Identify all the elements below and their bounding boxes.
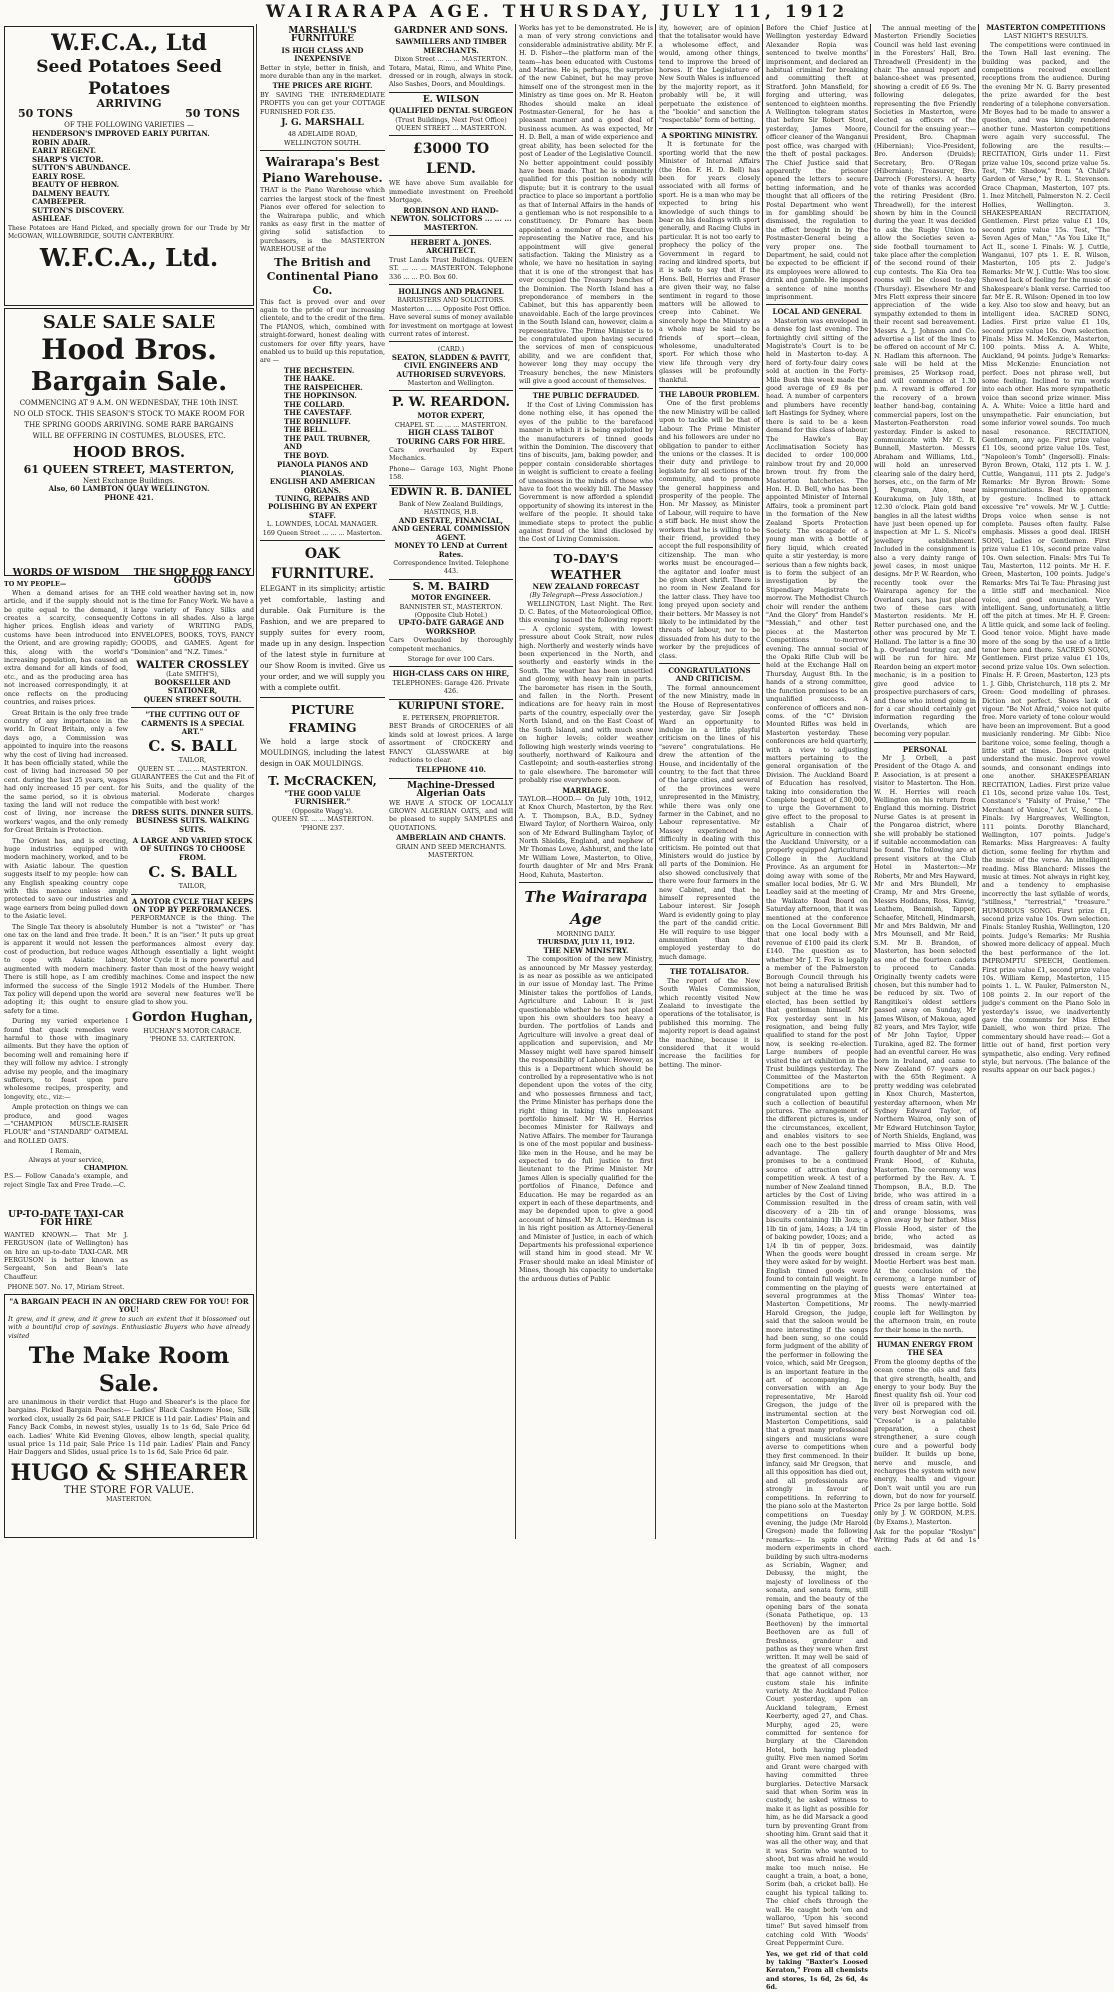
comp-text: The competitions were continued in the Town Hall last evening. The building was packed, and the competitions received excellent receptions from the audience. During the evening Mr N. G. Barry presented the prize awarded for the best rendering of a telephone conversation. Mr Boyes had to be made to answer a question, and was kindly rendered another tune. Masterton competitions were again very successful. The following are the results:— RECITATION, Girls under 11. First prize value 10s, second prize value 5s. Test, "Mr. Shadow," from "A Child's Garden of Verse," by R. L. Stevenson. Grace Chapman, Masterton, 107 pts. 1. Inez Mitchell, Palmerston N. 2. Cecil Hollies, Wellington. 3. SHAKESPEARIAN RECITATION, Gentlemen. First prize value £1 10s, second prize value 15s. Test, "The Seven Ages of Man," "As You Like It," Act II., scene I. Finals: W. J. Cuttle, Wanganui, 107 pts 1. E. R. Wilson, Masterton, 105 pts 2. Judge's Remarks: Mr W. J. Cuttle: Was too slow. Showed lack of feeling for the music of Shakespeare's blank verse. Carried too far. Mr E. R. Wilson: Opened in too low a key. Also too slow and heavy, but an intelligent idea. SACRED SONG, Ladies. First prize value £1 10s, second prize value 10s. Own selection. Finals: Miss M. McKenzie, Masterton, 100 points. Miss A. A. White, Auckland, 94 points. Judge's Remarks: Miss McKenzie: Enunciation not perfect. Does not phrase well, but some feeling. Inclined to run words into each other. Has more sympathetic voice than second prize winner. Miss A. A. White: Voice a little hard and unsympathetic. Fair enunciation, but some inferior vowel sounds. Too much nasal resonance. RECITATION, Gentlemen, any age. First prize value £1 10s, second prize value 10s. Test, "Napoleon's Tomb" (Ingersoll). Finals: Byron Brown, Otaki, 112 pts 1. W. J. Cuttle, Wanganui, 111 pts 2. Judge's Remarks: Mr Byron Brown: Some mispronunciations. Beat his opponent by gesture. Inclined to attack excessive "re" vowels. Mr W. J. Cuttle: Drops voice when sense is not complete. Pauses often faulty. False emphasis. Misses a good deal. IRISH SONG, Ladies or Gentlemen. First prize value £1 10s, second prize value 10s. Own selection. Finals: Mrs Tui Te Tau, Masterton, 112 points. Mr H. F. Green, Masterton, 100 points. Judge's Remarks: Mrs Tai Te Tau: Phrasing just a little stiff and mechanical. Nice voice, and good enunciation. Very intelligent. Sang, unfortunately, a little off the pitch at times. Mr H. F. Green: A little quick, and some lack of feeling. Good tenor voice. Might have made more of the song by the use of a little tenor here and there. SACRED SONG, Gentlemen. First prize value £1 10s, second prize value 10s. Own selection. Finals: H. F. Green, Masterton, 123 pts 1. J. Gibb, Christchurch, 118 pts 2. Mr Green: Good modelling of phrases. Diction not perfect. Shows lack of vigour. "Be Not Afraid," voice not quite free. More variety of tone colour would have been an improvement. But a good musicianly rendering. Mr Gibb: Nice baritone voice, some feeling, though a little stiff at times. Does not quite understand the music. Improve vowel sounds, and consonant endings into one another. SHAKESPEARIAN RECITATION, Ladies. First prize value £1 10s, second prize value 10s. Test, Constance's "Falsity of Praise," "The Merchant of Venice," Act V., Scene I. Finals: Ivy Hargreaves, Wellington, 111 points. Dorothy Blanchard, Wellington, 107 points. Judge's Remarks: Miss Hargreaves: A faulty diction, some feeling for rhythm and the music of the verse. An intelligent reading. Miss Blanchard: Misses the music at times. Not always in right key, and a tendency to emphasise incorrectly the last syllable of words, "stillness," "terrestrial," "treasure." HUMOROUS SONG. First prize £1, second prize value 10s. Own selection. Finals: Stanley Rushia, Wellington, 120 points. Judge's Remarks: Mr Rushia showed more delicacy of appeal. Much the best performance of the lot. IMPROMPTU SPEECH, Gentlemen. First prize value £1, second prize value 10s. William Kemp, Masterton, 115 points 1. L. W. Pauler, Palmerston N., 108 points 2. In our report of the judge's comment on the Piano Solo in yesterday's issue, we inadvertently gave the comments for Miss Ethel Daniell, who won third prize. The commentary should have read:— Got a little out of hand, first portion very sympathetic, also ending. Very refined style, but nervous. (The balance of the results appear on our back pages.) (982, 40, 1110, 1075)
lodge-text: The annual meeting of the Masterton Friendly Societies Council was held last evening in the Foresters' Hall, Bro. Threadwell (President) in the chair. The annual report and balance-sheet was presented, showing a credit of £6 9s. The following delegates, representing the five Friendly Societies in Masterton, were elected as officers of the Council for the ensuing year:—President, Bro. Chapman (Hibernian); Vice-President, Bro. Anderson (Druids); Secretary, Bro. O'Regan (Hibernian); Treasurer, Bro. Darroch (Foresters). A hearty vote of thanks was accorded the retiring President (Bro. Threadwell), for the interest shown by him in the Council during the year. It was decided to ask the Rugby Union to allow the Societies seven a-side football tournament to take place after the completion of the second round of their cup contests. The Kia Ora tea rooms will be closed to-day (Thursday). Elsewhere Mr and Mrs Flett express their sincere appreciation of the wide sympathy extended to them in their recent sad bereavement. Messrs A. J. Johnson and Co. advertise a list of the lines to be offered on account of Mr C. N. Hadlam this afternoon. The sale will be held at the premises, 25 Worksop road, and will commence at 1.30 p.m. A reward is offered for the recovery of a brown leather hand-bag, containing commercial papers, lost on the Masterton-Featherston road yesterday. Finder is asked to communicate with Mr C. R. Bunnell, Masterton. Messrs Abraham and Williams, Ltd., will hold an unreserved clearing sale of the dairy herd, horses, etc., on the farm of Mr J. Pengram, Ateo, near Kourakuma, on July 18th, at 12.30 o'clock. Plain gold band bangles in all the latest widths have just been opened up for inspection at Mr L. S. Nicol's jewellery establishment. Included in the consignment is also a very dainty range of jewel cases, in most unique designs. Mr P. W. Reardon, who recently took over the Wairarapa agency for the Overland cars, has just placed two of these cars with Masterton residents. Mr H. Retter purchased one, and the other was procured by Mr T. Holland. The latter is a fine 30 h.p. Overland touring car, and will be run for hire. Mr Reardon being an expert motor mechanic, is in a position to give good advice to prospective purchasers of cars, and those who intend going in for a car should certainly get information regarding the Overlands, which are becoming very popular. (874, 24, 976, 739)
list-item: EARLY REGENT. (32, 146, 97, 156)
ministry-head: THE NEW MINISTRY. (543, 945, 629, 955)
telegraph: (By Telegraph—Press Association.) (529, 591, 643, 600)
mccracken: T. McCRACKEN, (268, 773, 377, 788)
varieties-note: These Potatoes are Hand Picked, and specially grown for our Trade by Mr McGOWAN, WILLOWBRIDGE, SOUTH CANTERBURY. (8, 224, 250, 241)
congrat-text: The formal announcement of the new Ministry, made in the House of Representatives yesterday, gave Sir Joseph Ward an opportunity to indulge in a little playful criticism on the lines of his "severe" congratulations. He drew the attention of the House, and incidentally of the country, to the fact that three of the large cities, and several of the provinces were unrepresented in the Ministry, while there was only one farmer in the Cabinet, and no Labour representative. Mr Massey experienced no difficulty in dealing with this criticism. He pointed out that Ministers would do justice by all parts of the Dominion. He also showed conclusively that there were four farmers in the new Cabinet, and that he himself represented the Labour interest. Sir Joseph Ward is evidently going to play the part of the candid critic. He will require to use bigger ammunition than that employed yesterday to do much damage. (659, 683, 760, 961)
wellington-south: WELLINGTON SOUTH. (284, 138, 361, 147)
robinson: ROBINSON AND HAND-NEWTON. SOLICITORS ... ... ... MASTERTON. (390, 205, 512, 232)
also-lambton: Also, 60 LAMBTON QUAY WELLINGTON. (48, 484, 210, 494)
late-smiths: (Late SMITH'S), (166, 670, 219, 679)
wisdom-signature: CHAMPION. (83, 1164, 128, 1173)
col6-top-text: ity, however, are of opinion that the totalisator would have a wholesome effect, and would, among other things, tend to improve the breed of horses. If the Legislature of New South Wales is influenced by the majority report, as it probably will be, it will perpetuate the existence of the "bookie" and sanction the "respectable" form of betting. (659, 24, 760, 125)
british-title: The British and Continental Piano Co. (266, 255, 379, 297)
sale-line: SALE SALE SALE (42, 312, 216, 333)
column-rule (256, 24, 257, 1539)
wisdom-para: The Single Tax theory is absolutely one tax on the land and free trade. It is apparent it would not lessen the cost of production, but reduce wages to cope with Asiatic labour, augmented with modern machinery. There is still hope, as I am credibly informed the success of the Single Tax policy will depend upon the world adopting it; this ought to ensure safety for a time. (4, 922, 128, 1015)
taxi-ad (4, 1208, 128, 1292)
lowndes: L. LOWNDES, LOCAL MANAGER. (266, 520, 379, 529)
column-5 (519, 24, 653, 1539)
list-item: BEAUTY OF HEBRON. (32, 180, 120, 190)
mccracken-phone: QUEEN ST. ... ... MASTERTON. 'PHONE 237. (271, 815, 374, 832)
list-item: EARLY ROSE. (32, 171, 86, 181)
motor-expert: MOTOR EXPERT, (417, 411, 485, 421)
marshall-body: Better in style, better in finish, and more durable than any in the market. (260, 63, 385, 81)
walter-crossley: WALTER CROSSLEY (136, 660, 249, 672)
arriving: ARRIVING (96, 97, 162, 110)
ball-dress: DRESS SUITS. DINNER SUITS. BUSINESS SUITS. WALKING SUITS. (131, 807, 254, 834)
kuripuni-best: BEST Brands of GROCERIES of all kinds sold at lowest prices. A large assortment of CROCKERY and FANCY GLASSWARE at big reductions to clear. (389, 722, 513, 765)
list-item: SUTTON'S ABUNDANCE. (32, 163, 131, 173)
totara: Totara, Matai, Rimu, and White Pine, dressed or in rough, always in stock. Also Sashes, Doors, and Mouldings. (389, 63, 513, 89)
ask-roslyn: Ask for the popular "Roslyn" Writing Pads at 6d and 1s each. (874, 1527, 976, 1553)
cs-ball: C. S. BALL (148, 737, 237, 756)
make-room-title: The Make Room Sale. (28, 1343, 230, 1398)
bannister: BANNISTER ST., MASTERTON. (Opposite Club Hotel.) (399, 602, 503, 619)
hughan-garage: HUCHAN'S MOTOR CARACE. (143, 1026, 242, 1035)
picture-body: We hold a large stock of MOULDINGS, including the latest design in OAK MOULDINGS. (260, 737, 385, 768)
tons-left: 50 TONS (18, 107, 73, 121)
marshall-head: MARSHALL'S FURNITURE (288, 26, 357, 45)
grain: GRAIN AND SEED MERCHANTS. MASTERTON. (395, 842, 507, 860)
list-item: AND (284, 442, 302, 452)
column-rule (978, 24, 979, 1539)
local-head: LOCAL AND GENERAL (772, 307, 862, 317)
list-item: THE CAVESTAFF. (284, 408, 352, 418)
marriage-head: MARRIAGE. (562, 785, 610, 795)
ball-tailor: TAILOR, (178, 756, 207, 765)
defrauded-text: If the Cost of Living Commission has done nothing else, it has opened the eyes of the public to the barefaced manner in which it is being exploited by the manufacturers of tinned goods within the Dominion. The discovery that tins of biscuits, jam, baking powder, and pepper contain considerable shortages in weight is sufficient to create a feeling of uneasiness in the minds of those who have to foot the weekly bill. The Massey Government is now afforded a splendid opportunity of showing its interest in the welfare of the people. It should take immediate steps to protect the public against fraud of the kind disclosed by the Cost of Living Commission. (519, 400, 653, 544)
gordon-hughan: Gordon Hughan, (131, 1009, 254, 1025)
dixon-street: Dixon Street ... ... ... MASTERTON. (394, 55, 508, 64)
seaton-addr: Masterton and Wellington. (407, 379, 495, 387)
weather-text: WELLINGTON, Last Night. The Rev. D. C. Bates, of the Meteorological Office, this evening issued the following report:— A cyclonic system, with lowest pressure about Cook Strait, now rules high. Northerly and westerly winds have been experienced in the North, and southerly and easterly winds in the South. The weather has been unsettled and gloomy, with heavy rain in parts. The barometer has risen in the South, and fallen in the North. Present indications are for heavy rain in most parts of the country, especially over the North Island, and on the East Coast of the South Island, and with much snow on higher levels; colder weather following high westerly winds veering to southerly, northward of Kaikoura and Castlepoint; and south-easterlies strong to gale elsewhere. The barometer will probably rise everywhere soon. (519, 599, 653, 785)
column-rule (515, 24, 516, 1539)
marshall-prices: THE PRICES ARE RIGHT. (272, 81, 373, 91)
hugo-body: are unanimous in their verdict that Hugo and Shearer's is the place for bargains. Picked Bargain Peaches:— Ladies' Black Cashmere Hose, Silk worked clox, usually 2s 6d pair, SALE PRICE is 11d pair. Ladies' Plain and Fancy Back Combs, in newest styles, usually 1s to 1s 6d, Sale Price 6d each. Ladies' White Kid Evening Gloves, elbow length, special quality, usual price 1s 11d pair, Sale Price 1s 11d pair. Ladies' Plain and Fancy Hair Daggers and Slides, usual price 1s to 1s 6d, Sale Price 6d pair. (8, 1398, 250, 1457)
tuning: TUNING, REPAIRS AND POLISHING BY AN EXPERT STAFF. (267, 493, 378, 520)
hollings-body: Have several sums of money available for investment on mortgage at lowest current rates of interest. (389, 313, 513, 338)
weather-title: TO-DAY'S WEATHER (550, 551, 622, 582)
list-item: HENDERSON'S IMPROVED EARLY PURITAN. (32, 129, 210, 139)
wfca-ad (4, 26, 254, 306)
weather-sub: NEW ZEALAND FORECAST (532, 581, 640, 591)
list-item: THE PAUL TRUBNER, (284, 433, 371, 443)
list-item: THE BECHSTEIN. (284, 365, 355, 375)
card: (CARD.) (437, 345, 465, 354)
comp-head: MASTERTON COMPETITIONS (986, 23, 1106, 32)
machine-oats: Machine-Dressed Algerian Oats (407, 780, 495, 800)
hugo-bargain: "A BARGAIN PEACH IN AN ORCHARD CREW FOR YOU! FOR YOU! (9, 1297, 249, 1315)
reardon: P. W. REARDON. (391, 395, 511, 411)
hollings: HOLLINGS AND PRAGNEL (398, 286, 504, 296)
jg-marshall: J. G. MARSHALL (281, 118, 364, 129)
list-item: CAMBEEPER. (32, 197, 87, 207)
wisdom-always: Always at your service, (28, 1155, 104, 1164)
sporting-text: It is fortunate for the sporting world that the new Minister of Internal Affairs (the Hon. F. H. D. Bell) has been for years closely associated with all forms of sport. He is a man who may be expected to bring his knowledge of such things to bear on his dealings with sport generally, and Racing Clubs in particular. It is not too early to prophecy the policy of the Government in regard to racing and kindred sports, but it is safe to say that if the Hons. Bell, Herries and Fraser are given their way, no false sentiment in regard to those matters will be allowed to creep into Cabinet. We sincerely hope the Ministry as a whole may be said to be friends of sport—clean, wholesome, unadulterated sport. For which those who view life through very dry glasses will be profoundly thankful. (659, 140, 760, 384)
telephones: TELEPHONES: Garage 426. Private 426. (392, 678, 510, 696)
varieties-intro: OF THE FOLLOWING VARIETIES — (64, 120, 194, 129)
herbert-addr: Trust Lands Trust Buildings. QUEEN ST. ... ... ... MASTERTON. Telephone 336 ... ... P.O. Box 60. (389, 255, 513, 281)
seaton: SEATON, SLADDEN & PAVITT, CIVIL ENGINEERS AND AUTHORISED SURVEYORS. (391, 352, 511, 379)
ball-tailor-2: TAILOR, (178, 882, 207, 891)
bank-nz: Bank of New Zealand Buildings, (398, 500, 504, 509)
petersen: E. PETERSEN, PROPRIETOR. (402, 714, 500, 722)
reardon-phone: Phone— Garage 163, Night Phone 158. (389, 464, 513, 482)
correspondence: Correspondence Invited. Telephone 443. (393, 558, 509, 576)
hood-phone: PHONE 421. (104, 492, 154, 502)
tote-head: THE TOTALISATOR. (669, 967, 750, 977)
we-have: WE HAVE A STOCK OF LOCALLY GROWN ALGERIAN OATS, and will be pleased to supply SAMPLES and QUOTATIONS. (389, 798, 513, 832)
morning-daily: MORNING DAILY. (556, 930, 616, 938)
hugo-store: THE STORE FOR VALUE. (63, 1484, 195, 1496)
no-old-stock: NO OLD STOCK. THIS SEASON'S STOCK TO MAKE ROOM FOR (13, 410, 245, 418)
amberlain: AMBERLAIN AND CHANTS. (396, 833, 506, 843)
list-item: SUTTON'S DISCOVERY. (32, 205, 125, 215)
col3-queen-st: 169 Queen Street ... ... ... Masterton. (262, 528, 383, 537)
hugo-intro: It grew, and it grew, and it grew to such an extent that it blossomed out with a bountiful crop of savings. Enthusiastic Buyers who have already visited (8, 1314, 250, 1340)
column-8 (874, 24, 976, 1553)
personal-text: Mr J. Orbell, a past President of the Otago A. and P. Association, is at present a visitor to Masterton. The Hon. W. H. Herries will reach Wellington on his return from England this morning. District Nurse Gates is at present in the Pongaroa district, where she will probably be stationed if suitable accommodation can be found. The following are at present visitors at the Club Hotel in Masterton:—Mr Roberts, Mr and Mrs Hayward, Mr and Mrs Blundell, Mr Cramp, Mr and Mrs Greene, Messrs Hoddans, Ross, Kinvig, Leathem, Beamish, Tapper, Schaefer, Mitchell, Hindmarsh, Mr and Mrs Baldwin, Mr and Mrs Mounsell, and Mr Reid, S.M. Mr B. Brandon, of Masterton, has been selected as one of the fourteen cadets to proceed to Canada. Originally twenty cadets were chosen, but this number had to be reduced by six. Two of Rangitikei's oldest settlers passed away on Sunday, Mr James Wilson, of Makoua, aged 82 years, and Mrs Taylor, wife of Mr John Taylor, Upper Turakina, aged 82. The former had an eventful career. He was born in Ireland, and came to New Zealand 67 years ago with the 65th Regiment. A pretty wedding was celebrated in Knox Church, Masterton, yesterday afternoon, when Mr Sydney Edward Taylor, of Northern Wairoa, only son of Mr Edward Hutchinson Taylor, of North Shields, England, was married to Miss Olive Hood, fourth daughter of Mr and Mrs Frank Hood, of Kuhuta, Masterton. The ceremony was performed by the Rev. A. T. Thompson, B.A., B.D. The bride, who was attired in a dress of cream satin, with veil and orange blossoms, was given away by her father. Miss Flossie Hood, sister of the bride, who acted as bridesmaid, was daintily dressed in cream serge. Mr Moetie Herbert was best man. At the conclusion of the ceremony, a large number of guests were entertained at Miss Thomas' Winter tea-rooms. The newly-married couple left for Wellington by the afternoon train, en route for their home in the north. (874, 753, 976, 1334)
wisdom-remain: I Remain, (50, 1147, 82, 1156)
hughan-phone: 'PHONE 53. CARTERTON. (149, 1035, 236, 1044)
lend-title: £3000 TO LEND. (412, 141, 490, 178)
wisdom-para: Ample protection on things we can produce, and good wages—"CHAMPION MUSCLE-RAISER FLOUR" and "STANDARD" OATMEAL and ROLLED OATS. (4, 1103, 128, 1145)
col7-yes: Yes, we get rid of that cold by taking "Baxter's Loosed Keraton," From all chemists and stores, 1s 6d, 2s 6d, 4s 6d. (766, 1949, 868, 1992)
ministry-text: The composition of the new Ministry, as announced by Mr Massey yesterday, is as near as possible as we anticipated in our issue of Monday last. The Prime Minister takes the portfolios of Lands, Agriculture and Labour. It is just questionable whether he has not placed upon his own shoulders too heavy a burden. The portfolios of Lands and Agriculture will involve a great deal of application and supervision, and Mr Massey might well have spared himself the responsibility of Labour. However, as this is a Department which should be controlled by a representative who is not dependent upon the votes of the city, and who possesses firmness and tact, the Prime Minister has perhaps done the right thing in taking this unpleasant portfolio himself. Mr W. H. Herries becomes Minister for Railways and Native Affairs. The member for Tauranga is one of the most popular and business-like men in the House, and he may be expected to do full justice to first lieutenant to the Prime Minister. Mr James Allen is specially qualified for the portfolios of Finance, Defence and Education. He may be regarded as an expert in each of these departments, and may be depended upon to give a good account of himself. Mr A. L. Herdman is in his right position as Attorney-General and Minister of Justice, in each of which Departments his professional experience will stand him in good stead. Mr W. Fraser should make an ideal Minister of Mines, though his capacity to undertake the arduous duties of Public (519, 955, 653, 1283)
congrat-head: CONGRATULATIONS AND CRITICISM. (668, 666, 751, 684)
column-2 (131, 566, 254, 1288)
motorcycle-body: PERFORMANCE is the thing. The Humber is not a "twister" or "has been." It is an "iser." It puts up great performances almost every day. Although essentially a light weight Motor Cycle it is more powerful and faster than most of the heavy weight machines. Come and inspect the new 1912 Models of the Humber. There are several new features we'll be glad to show you. (131, 914, 254, 1007)
list-item: THE HAAKE. (284, 374, 335, 384)
ball-queen-st: QUEEN ST. ... ... ... MASTERTON. (137, 764, 248, 773)
column-3 (260, 24, 385, 1539)
bookseller: BOOKSELLER AND STATIONER, (154, 677, 231, 696)
list-item: ROBIN ADAIR. (32, 137, 91, 147)
upto-date: UP-TO-DATE GARAGE AND WORKSHOP. (398, 618, 504, 636)
motorcycle-title: A MOTOR CYCLE THAT KEEPS ON TOP BY PERFORMANCES. (131, 896, 254, 914)
spring-goods: THE SPRING GOODS ARRIVING. SOME RARE BARGAINS (24, 421, 234, 429)
adelaide-road: 48 ADELAIDE ROAD, (287, 130, 358, 139)
oak-body: ELEGANT in its simplicity; artistic yet comfortable, lasting and durable. Oak Furniture is the Fashion, and we are prepared to supply suites for every room, made up in any design. Inspection of the latest style in furniture at our Show Room is invited. Give us your order, and we will supply you with a complete outfit. (260, 584, 385, 692)
edwin-daniel: EDWIN R. B. DANIEL (390, 486, 512, 498)
overhauled: Cars overhauled by Expert Mechanics. (389, 446, 513, 463)
col7-top-text: Before the Chief Justice at Wellington yesterday Edward Alexander Ropia was sentenced to twelve months' imprisonment, and declared an habitual criminal for breaking and committing theft at Stratford. John Mansfield, for forging and uttering, was sentenced to eighteen months. A Wellington telegram states that before Sir Robert Stout, yesterday, James Moore, officer cleaner of the Wanganui post office, was charged with the theft of postal packages. The Chief Justice said that apparently the prisoner opened the letters to secure betting information, and he thought that all officers of the Postal Department who went in for gambling should be dismissed, the regulation to the effect brought in by the Postmaster-General being a very proper one. The Department, he said, could not be expected to be efficient if its employees were allowed to drink and gamble. He imposed a sentence of nine months imprisonment. (766, 24, 868, 301)
local-text: Masterton was enveloped in a dense fog last evening. The fortnightly civil sitting of the Magistrate's Court is to be held in Masterton to-day. A herd of forty-four dairy cows sold at auction in the Forty-Mile Bush this week made the good average of £9 8s per head. A number of carpenters and plumbers have recently left Hastings for Sydney, where there is said to be a keen demand for this class of labour. The Hawke's Bay Acclimatisation Society has decided to order 100,000 rainbow trout fry and 20,000 brown trout fry from the Masterton hatcheries. The Hon. H. D. Bell, who has been appointed Minister of Internal Affairs, took a prominent part in the formation of the New Zealand Sports Protection Society. The escapade of a young man with a bottle of fiery liquid, which created quite a stir yesterday, is more serious than a few nights back, is to form the subject of an investigation by the Stipendiary Magistrate to-morrow. The Methodist Church choir will render the anthem "And the Glory" from Handel's "Messiah," and other test pieces at the Masterton Competitions to-morrow evening. The annual social of the Opaki Rifle Club will be held at the Exchange Hall on Thursday, August 8th. In the hands of a strong committee, the function promises to be an unqualified success. A conference of officers and non-coms. of the "C" Division Mounted Rifles was held in Masterton yesterday. These conferences are held quarterly, with a view to adjusting matters pertaining to the general organisation of the Division. The Auckland Board of Education has resolved, taking into consideration the Complete bequest of £30,000, to urge the Government to give effect to the proposal to establish a Chair of Agriculture in connection with the Auckland University, or a properly equipped Agricultural College in the Auckland Province. As an argument for doing away with some of the smaller local bodies, Mr G. W. Leadley said at the meeting of the Waikato Road Board on Saturday afternoon, that it was mentioned at the conference on the Local Government Bill that one local body with a revenue of £100 paid its clerk £140. The question as to whether Mr J. T. Fox is legally a member of the Palmerston Borough Council through his not being a naturalised British subject at the time he was elected, has been settled by that gentleman himself. Mr Fox yesterday sent in his resignation, and being fully qualified to stand for the post now, is seeking re-election. Large numbers of people visited the art exhibition in the Trust buildings yesterday. The Committee of the Masterton Competitions are to be congratulated upon getting such a collection of beautiful pictures. The arrangement of the different pictures is, under the circumstances, excellent, and enables visitors to see each one to the best possible advantage. The gallery promises to be a continued source of attraction during competition week. A test of a number of New Zealand tinned articles by the Cost of Living Commission resulted in the discovery of a 2lb tin of biscuits containing 1lb 3ozs; a 1lb tin of jam, 14ozs; a 1/4 tin of baking powder, 10ozs; and a 1/4 lb tin of pepper, 3ozs. When the goods were bought they were asked for by weight. English tinned goods were found to contain full weight. In commenting on the playing of several programmes at the Masterton Competitions, Mr Harold Gregson, the judge, said that the saloon would be more interesting if the songs had been sung, so one could form judgment of the ability of the performer in following the voice, which, said Mr Gregson, is an important feature in the art of accompanying. In conversation with an Age representative, Mr Harold Gregson, the judge of the instrumental section at the Masterton Competitions, said that a great many professional singers and musicians were averse to competitions when they first commenced. In their infancy, said Mr Gregson, that all this opposition has died out, and all professionals are strongly in favour of competitions. In referring to the piano solo at the Masterton competitions on Tuesday evening, the judge (Mr Harold Gregson) made the following remarks:— In spite of the modern experiments in chord building by such ultra-moderns as Scriabin, Wagner, and Debussy, the might, the majesty of loveliness of the sonata, and sonata form, still remain, and the beauty of the opening bars of the sonata (Sonata Pathetique, op. 13 Beethoven) by the immortal Beethoven are as full of freshness, grandeur and pathos as they were when first written. It may well be said of the greatest of all composers that age cannot wither, nor custom stale his infinite variety. At the Auckland Police Court yesterday, upon an Auckland telegram, Ernest Keerberty, aged 27, and Chas. Murphy, aged 25, were committed for sentence for burglary at the Clarendon Hotel, both having pleaded guilty. Five men named Sorim and Grant were charged with having committed three burglaries. Detective Marsack said that when Sorim was in custody, he asked witness to make it as light as possible for him, as he did Marsack a good turn by preventing Grant from shooting him. Grant said that it was all the other way, and that it was Sorim who wanted to shoot, but was afraid he would make too much noise. He caught a train, a boat, a bone, Sorim (bah, a cricket ball). He caught his typical talking to. The chief chefs through the wall. He caught both 'em and wallaroo, 'Upon his second time!' But saved himself from catching cold With 'Woods' Great Peppermint Cure. (766, 316, 868, 1948)
list-item: THE BELL. (284, 425, 328, 435)
marriage-text: TAYLOR—HOOD.— On July 10th, 1912, at Knox Church, Masterton, by the Rev. A. T. Thompson, B.A., B.D., Sydney Elward Taylor, of Northern Wairoa, only son of Mr Edward Bullingham Taylor, of North Shields, England, and nephew of Mr Thomas Lowe, Ashhurst, and the late Mr William Lowe, Masterton, to Olive, fourth daughter of Mr and Mrs Frank Hood, Kuhuta, Masterton. (519, 794, 653, 879)
list-item: SHARP'S VICTOR. (32, 154, 104, 164)
oak-title: OAK FURNITURE. (271, 545, 374, 582)
taxi-title: UP-TO-DATE TAXI-CAR FOR HIRE (8, 1210, 124, 1229)
cutting-slogan: "THE CUTTING OUT OF CARMENTS IS A SPECIAL ART." (141, 710, 244, 736)
wisdom-para: During my varied experience I found that quack remedies were harmful to those with imaginary ailments. But they have the option of becoming well and remaining here if they will follow my advice. I strongly advise my people, and the imaginary sufferers, to feast upon pure wholesome recipes, prosperity, and longevity, etc., viz:— (4, 1017, 128, 1101)
sporting-head: A SPORTING MINISTRY. (661, 130, 758, 140)
column-rule (870, 24, 871, 1539)
bargain-title: Bargain Sale. (30, 367, 228, 397)
gardner: GARDNER AND SONS. (394, 26, 508, 36)
masthead: WAIRARAPA AGE. THURSDAY, JULY 11, 1912 (265, 2, 849, 22)
lend-body: WE have above Sum available for immediate investment on Freehold Mortgage. (389, 179, 513, 205)
talbot: HIGH CLASS TALBOT TOURING CARS FOR HIRE. (396, 428, 506, 446)
wisdom-para: When a demand arises for an article, and if the supply should not be quite equal to the demand, it creates a scarcity, consequently higher prices. English ideas and customs have been introduced into the Orient, and are growing rapidly; this, along with the world's increasing population, has caused an extra demand for all kinds of food, etc., and as the producing area has not increased correspondingly, it at once reflects on the producing countries, and raises prices. (4, 588, 128, 707)
labour-text: One of the first problems the new Ministry will be called upon to tackle will be that of Labour. The Prime Minister and his followers are under no obligation to pander to either the unions or the classes. It is their duty and privilege to legislate for all sections of the community, and to promote the general happiness and prosperity of the people. The Hon. Mr Massey, as Minister of Labour, will require to have a stiff back. He must show the workers that he is willing to be their friend, provided they accept the full responsibility of citizenship. The man who works must be encouraged—the agitator and loafer must be given short shrift. There is no room in New Zealand for the latter class. They have too long preyed upon society and their betters. Mr Massey is not likely to be intimidated by the threats of labour, nor to be dissuaded from his duty to the worker by the prejudices of class. (659, 399, 760, 660)
wilson-trust: (Trust Buildings, Next Post Office) QUEEN STREET ... MASTERTON. (395, 115, 507, 133)
tote-text: The report of the New South Wales Commission, which recently visited New Zealand to investigate the operations of the totalisator, is published this morning. The majority report is dead against the machine, because it is considered that it would increase the facilities for betting. The minor- (659, 976, 760, 1069)
opposite-waggs: (Opposite Wagg's). (291, 806, 354, 815)
queen-street-south: QUEEN STREET SOUTH. (143, 694, 242, 704)
list-item: THE BOYD. (284, 450, 329, 460)
energy-head: HUMAN ENERGY FROM THE SEA (877, 1339, 973, 1358)
wisdom-ps: P.S.— Follow Canada's example, and reject Single Tax and Free Trade.—C. (4, 1172, 128, 1189)
ball-large: A LARGE AND VARIED STOCK OF SUITINGS TO CHOOSE FROM. (132, 835, 253, 862)
list-item: THE RAISPEICHER. (284, 382, 363, 392)
varieties-list (32, 130, 250, 224)
energy-text: From the gloomy depths of the ocean come the oils and fats that give strength, health, and energy to your body. Buy the finest quality fish oil. Your cod liver oil is prepared with the very best Norwegian cod oil. "Cresole" is a palatable preparation, a chest strengthener, a sure cough cure and a powerful body builder. It builds up bone, nerve and muscle, and recharges the system with new energy, health and vigour. Don't wait until you are run down, but do now for yourself. Price 2s per large bottle. Sold only by J. W. GORDON, M.P.S. (by Exams.), Masterton. (874, 1357, 976, 1526)
sawmillers: SAWMILLERS AND TIMBER MERCHANTS. (395, 37, 507, 55)
hood-title: Hood Bros. (41, 333, 217, 366)
paper-date: THURSDAY, JULY 11, 1912. (537, 938, 635, 947)
hood-address: 61 QUEEN STREET, MASTERTON, (23, 463, 235, 476)
list-item: THE COLLARD. (284, 399, 345, 409)
wilson: E. WILSON (422, 94, 480, 105)
list-item: THE ROHNLUFF. (284, 416, 351, 426)
taxi-phone: PHONE 507. No. 17, Miriam Street. (7, 1283, 125, 1292)
hugo-town: MASTERTON. (106, 1495, 152, 1504)
tons-right: 50 TONS (185, 107, 240, 121)
wisdom-to: TO MY PEOPLE— (4, 580, 67, 589)
seed-heading: Seed Potatoes Seed Potatoes (36, 57, 222, 99)
picture-framing: PICTURE FRAMING (288, 702, 357, 735)
piano-title: Piano Warehouse. (262, 171, 383, 186)
wisdom-title: WORDS OF WISDOM (12, 568, 120, 578)
fancy-body: THE cold weather having set in, now is the time for Fancy Work. We have a large variety of Fancy Silks and Cottons in all shades. Also a large variety of WRITING PADS, ENVELOPES, BOOKS, TOYS, FANCY GOODS, and GAMES. Agent for "Dominion" and "N.Z. Times." (131, 588, 254, 656)
pianola: PIANOLA PIANOS AND PIANOLAS. (276, 460, 369, 478)
kuripuni-telephone: TELEPHONE 410. (416, 765, 486, 775)
next-exchange: Next Exchange Buildings. (83, 477, 175, 485)
defrauded-head: THE PUBLIC DEFRAUDED. (532, 391, 640, 401)
baird-cars: Cars Overhauled by thoroughly competent mechanics. (389, 636, 513, 653)
kuripuni: KURIPUNI STORE. (397, 700, 505, 712)
best-title: Wairarapa's Best (265, 155, 380, 170)
money-lend: MONEY TO LEND at Current Rates. (394, 541, 508, 559)
chapel-st: CHAPEL ST. ... ... ... MASTERTON. (394, 420, 508, 429)
column-9 (982, 24, 1110, 1539)
hastings: HASTINGS, H.B. (423, 508, 479, 517)
column-4 (389, 24, 513, 1539)
list-item: DALMENY BEAUTY. (32, 188, 110, 198)
baird: S. M. BAIRD (412, 579, 490, 593)
wisdom-para: Great Britain is the only free trade country of any importance in the world. In Great Britain, only a few days ago, a Commission was appointed to inquire into the reasons why the cost of living had increased. It has been officially stated, while the cost of living had increased 50 per cent. during the last 25 years, wages had only increased 15 per cent. for the same period, so it is obvious taxing the land will not reduce the cost of living, nor increase the workers' wages, and the only remedy for Great Britain is Protection. (4, 708, 128, 835)
barristers: BARRISTERS AND SOLICITORS. Masterton ... ... Opposite Post Office. (391, 296, 511, 313)
motor-engineer: MOTOR ENGINEER. (411, 593, 491, 603)
storage: Storage for over 100 Cars. (407, 654, 495, 663)
hood-bros: HOOD BROS. (72, 443, 186, 461)
column-rule (762, 24, 763, 1539)
wfca-footer: W.F.C.A., Ltd. (39, 242, 219, 272)
hugo-shearer: HUGO & SHEARER (10, 1459, 248, 1486)
column-6 (659, 24, 760, 1539)
marshall-saving: BY SAVING THE INTERMEDIATE PROFITS you can get your COTTAGE FURNISHED FOR £35. (260, 90, 385, 116)
marshall-sub: IS HIGH CLASS AND INEXPENSIVE (281, 45, 364, 64)
fancy-title: THE SHOP FOR FANCY GOODS (133, 568, 252, 587)
comp-sub: LAST NIGHT'S RESULTS. (1003, 32, 1089, 41)
labour-head: THE LABOUR PROBLEM. (659, 390, 760, 400)
column-rule (655, 24, 656, 1539)
ads-left-top (4, 24, 254, 572)
commencing: COMMENCING AT 9 A.M. ON WEDNESDAY, THE 10th INST. (19, 399, 239, 407)
paper-title: The Wairarapa Age (524, 888, 648, 928)
piano-makers (284, 367, 385, 461)
wisdom-column (4, 566, 128, 1206)
column-7 (766, 24, 868, 1992)
list-item: ASHLEAF. (32, 214, 72, 224)
hugo-ad (4, 1292, 254, 1538)
offering: WILL BE OFFERING IN COSTUMES, BLOUSES, ETC. (32, 432, 226, 440)
herbert: HERBERT A. JONES. ARCHITECT. (410, 237, 492, 256)
ball-guarantees: GUARANTEES the Cut and the Fit of his Suits, and the quality of the material. Moderate charges compatible with best work! (131, 773, 254, 807)
wfca-title: W.F.C.A., Ltd (51, 30, 207, 56)
british-body: This fact is proved over and over again to the pride of our increasing clientele, and to the credit of the firm. The PIANOS, which, combined with straight-forward, honest dealing with customers for over fifty years, have enabled us to build up this reputation, are — (260, 297, 385, 365)
estate-agent: AND ESTATE, FINANCIAL, AND GENERAL COMMISSION AGENT. (391, 515, 511, 542)
piano-body: THAT is the Piano Warehouse which carries the largest stock of the finest Pianos ever offered for selection to the Wairarapa public, and which ranks as easy first in the matter of giving solid satisfaction to purchasers, is the MASTERTON WAREHOUSE of the (260, 186, 385, 254)
taxi-body: WANTED KNOWN.— That Mr J. FERGUSON (late of Wellington) has on hire an up-to-date TAXI-CAR. MR FERGUSON is better known as Sergeant, Son and Bean's late Chauffeur. (4, 1230, 128, 1281)
col5-top-text: Works has yet to be demonstrated. He is a man of very strong convictions and considerable administrative ability. Mr F. H. D. Fisher—the platform man of the team—has been educated with Customs and Marine. He is, perhaps, the surprise of the new Cabinet, but he may prove himself one of the strongest men in the Ministry as time goes on. Mr R. Heaton Rhodes should make an ideal Postmaster-General, for he has a pleasant manner and a good deal of business acumen. As was expected, Mr H. D. Bell, a man of wide experience and great ability, has been selected for the post of Leader of the Legislative Council. No better appointment could possibly have been made. That he is eminently qualified for this position nobody will dispute; but it is contrary to the usual practice to place so important a portfolio as that of Internal Affairs in the hands of a gentleman who is not responsible to a constituency. Dr Pomare has been appointed a member of the Executive representing the Native race, and his appointment will give general satisfaction. Taking the Ministry as a whole, we have no hesitation in saying that it is one of the strongest that has ever occupied the Treasury benches of the Dominion. The North Island has a preponderance of members in the Cabinet, but this has apparently been unavoidable. Each of the large provinces in the South Island can, however, claim a representative. The Prime Minister is to be congratulated upon having secured the services of men of conspicuous ability, and we are confident that, however long they may occupy the Treasury benches, the new Ministers will give a good account of themselves. (519, 24, 653, 386)
hood-ad (4, 308, 254, 576)
good-value: "THE GOOD VALUE FURNISHER." (284, 788, 361, 807)
hire: HIGH-CLASS CARS ON HIRE, (392, 669, 510, 679)
personal-head: PERSONAL (902, 744, 948, 754)
cs-ball-2: C. S. BALL (148, 863, 237, 882)
dental: QUALIFIED DENTAL SURGEON (389, 106, 513, 116)
list-item: THE HOPKINSON. (284, 391, 357, 401)
english-organs: ENGLISH AND AMERICAN ORGANS. (269, 477, 376, 495)
wisdom-para: The Orient has, and is erecting, huge industries equipped with modern machinery, worked, and to be with Asiatic labour. The question suggests itself to my people: how can any English speaking country cope with this menace unless amply protected to save our industries and wage earners from being pulled down to the Asiatic level. (4, 836, 128, 921)
